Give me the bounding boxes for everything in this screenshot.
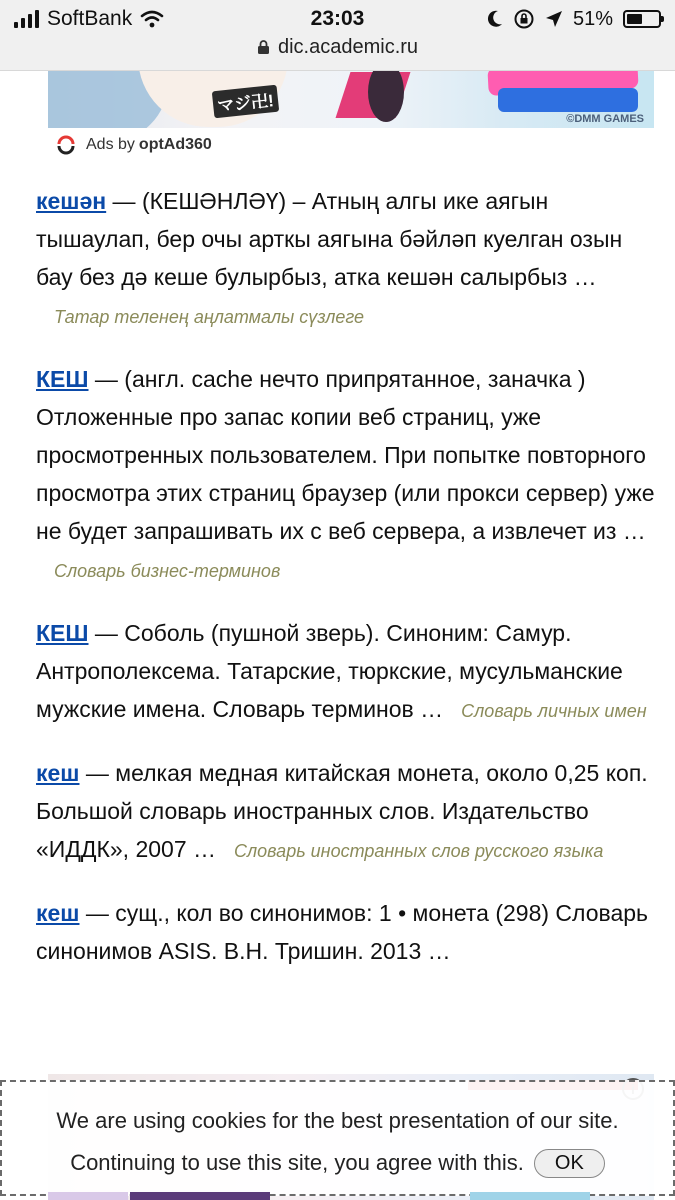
result-headword-link[interactable]: КЕШ [36, 366, 89, 392]
result-entry [36, 754, 661, 870]
ad-copyright: ©DMM GAMES [566, 113, 644, 125]
result-text: — сущ., кол во синонимов: 1 • монета (298) Словарь синонимов ASIS. В.Н. Тришин. 2013 … [36, 900, 649, 964]
result-text: — (КЕШӘНЛӘҮ) – Атның алгы ике аягын тышаулап, бер очы арткы аягына бәйләп куелган озын бау без дә кеше булырбыз, атка кешән салырбыз … [36, 188, 623, 290]
moon-icon [487, 10, 503, 28]
status-right [487, 7, 661, 31]
result-entry [36, 360, 661, 590]
ad-peek-2 [130, 1192, 270, 1200]
result-entry [36, 182, 661, 336]
result-entry [36, 614, 661, 730]
battery-fill [627, 14, 642, 24]
result-headword-link[interactable]: кеш [36, 760, 80, 786]
ad-art-ribbon-dark [368, 62, 404, 122]
lock-icon [257, 39, 270, 55]
address-bar[interactable] [0, 36, 675, 59]
result-source-link[interactable]: Словарь иностранных слов русского языка [234, 841, 604, 861]
result-text: — Соболь (пушной зверь). Синоним: Самур. Антрополексема. Татарские, тюркские, мусульманские мужские имена. Словарь терминов … [36, 620, 623, 722]
search-results [36, 182, 661, 994]
cookie-message-line2 [2, 1149, 673, 1178]
result-text: — мелкая медная китайская монета, около 0,25 коп. Большой словарь иностранных слов. Издательство «ИДДК», 2007 … [36, 760, 648, 862]
result-headword-link[interactable]: кеш [36, 900, 80, 926]
status-time: 23:03 [310, 7, 365, 30]
ads-by-text: Ads by [86, 136, 135, 153]
battery-percent: 51% [572, 7, 613, 30]
ad-banner-top[interactable] [48, 62, 654, 128]
result-source-link[interactable]: Словарь личных имен [461, 701, 647, 721]
cookie-message-line2-text: Continuing to use this site, you agree with this. [70, 1150, 524, 1175]
result-entry [36, 894, 661, 970]
result-headword-link[interactable]: кешән [36, 188, 107, 214]
ad-peek-3 [470, 1192, 590, 1200]
carrier-name: SoftBank [47, 7, 133, 30]
ads-by-brand: optAd360 [138, 136, 212, 153]
ad-badge: マジ卍! [212, 85, 279, 119]
cookie-banner [0, 1080, 675, 1196]
cookie-ok-button[interactable]: OK [534, 1149, 605, 1178]
result-source-link[interactable]: Словарь бизнес-терминов [54, 561, 281, 581]
url-text: dic.academic.ru [277, 36, 419, 58]
battery-icon [623, 10, 661, 28]
cookie-message-line1: We are using cookies for the best presentation of our site. [56, 1108, 619, 1133]
ads-by-label[interactable] [56, 134, 212, 156]
location-icon [545, 10, 563, 28]
optad-logo-icon [56, 135, 76, 155]
result-headword-link[interactable]: КЕШ [36, 620, 89, 646]
ad-peek-1 [48, 1192, 128, 1200]
result-source-link[interactable]: Татар теленең аңлатмалы сүзлеге [54, 307, 365, 327]
orientation-lock-icon [513, 8, 535, 30]
status-bar [0, 0, 675, 71]
result-text: — (англ. cache нечто припрятанное, заначка ) Отложенные про запас копии веб страниц, уже просмотренных пользователем. При попытке повторного просмотра этих страниц браузер (или прокси сервер) уже не будет запрашивать их с веб сервера, а извлечет из … [36, 366, 655, 544]
ad-logo-blue [498, 88, 638, 112]
